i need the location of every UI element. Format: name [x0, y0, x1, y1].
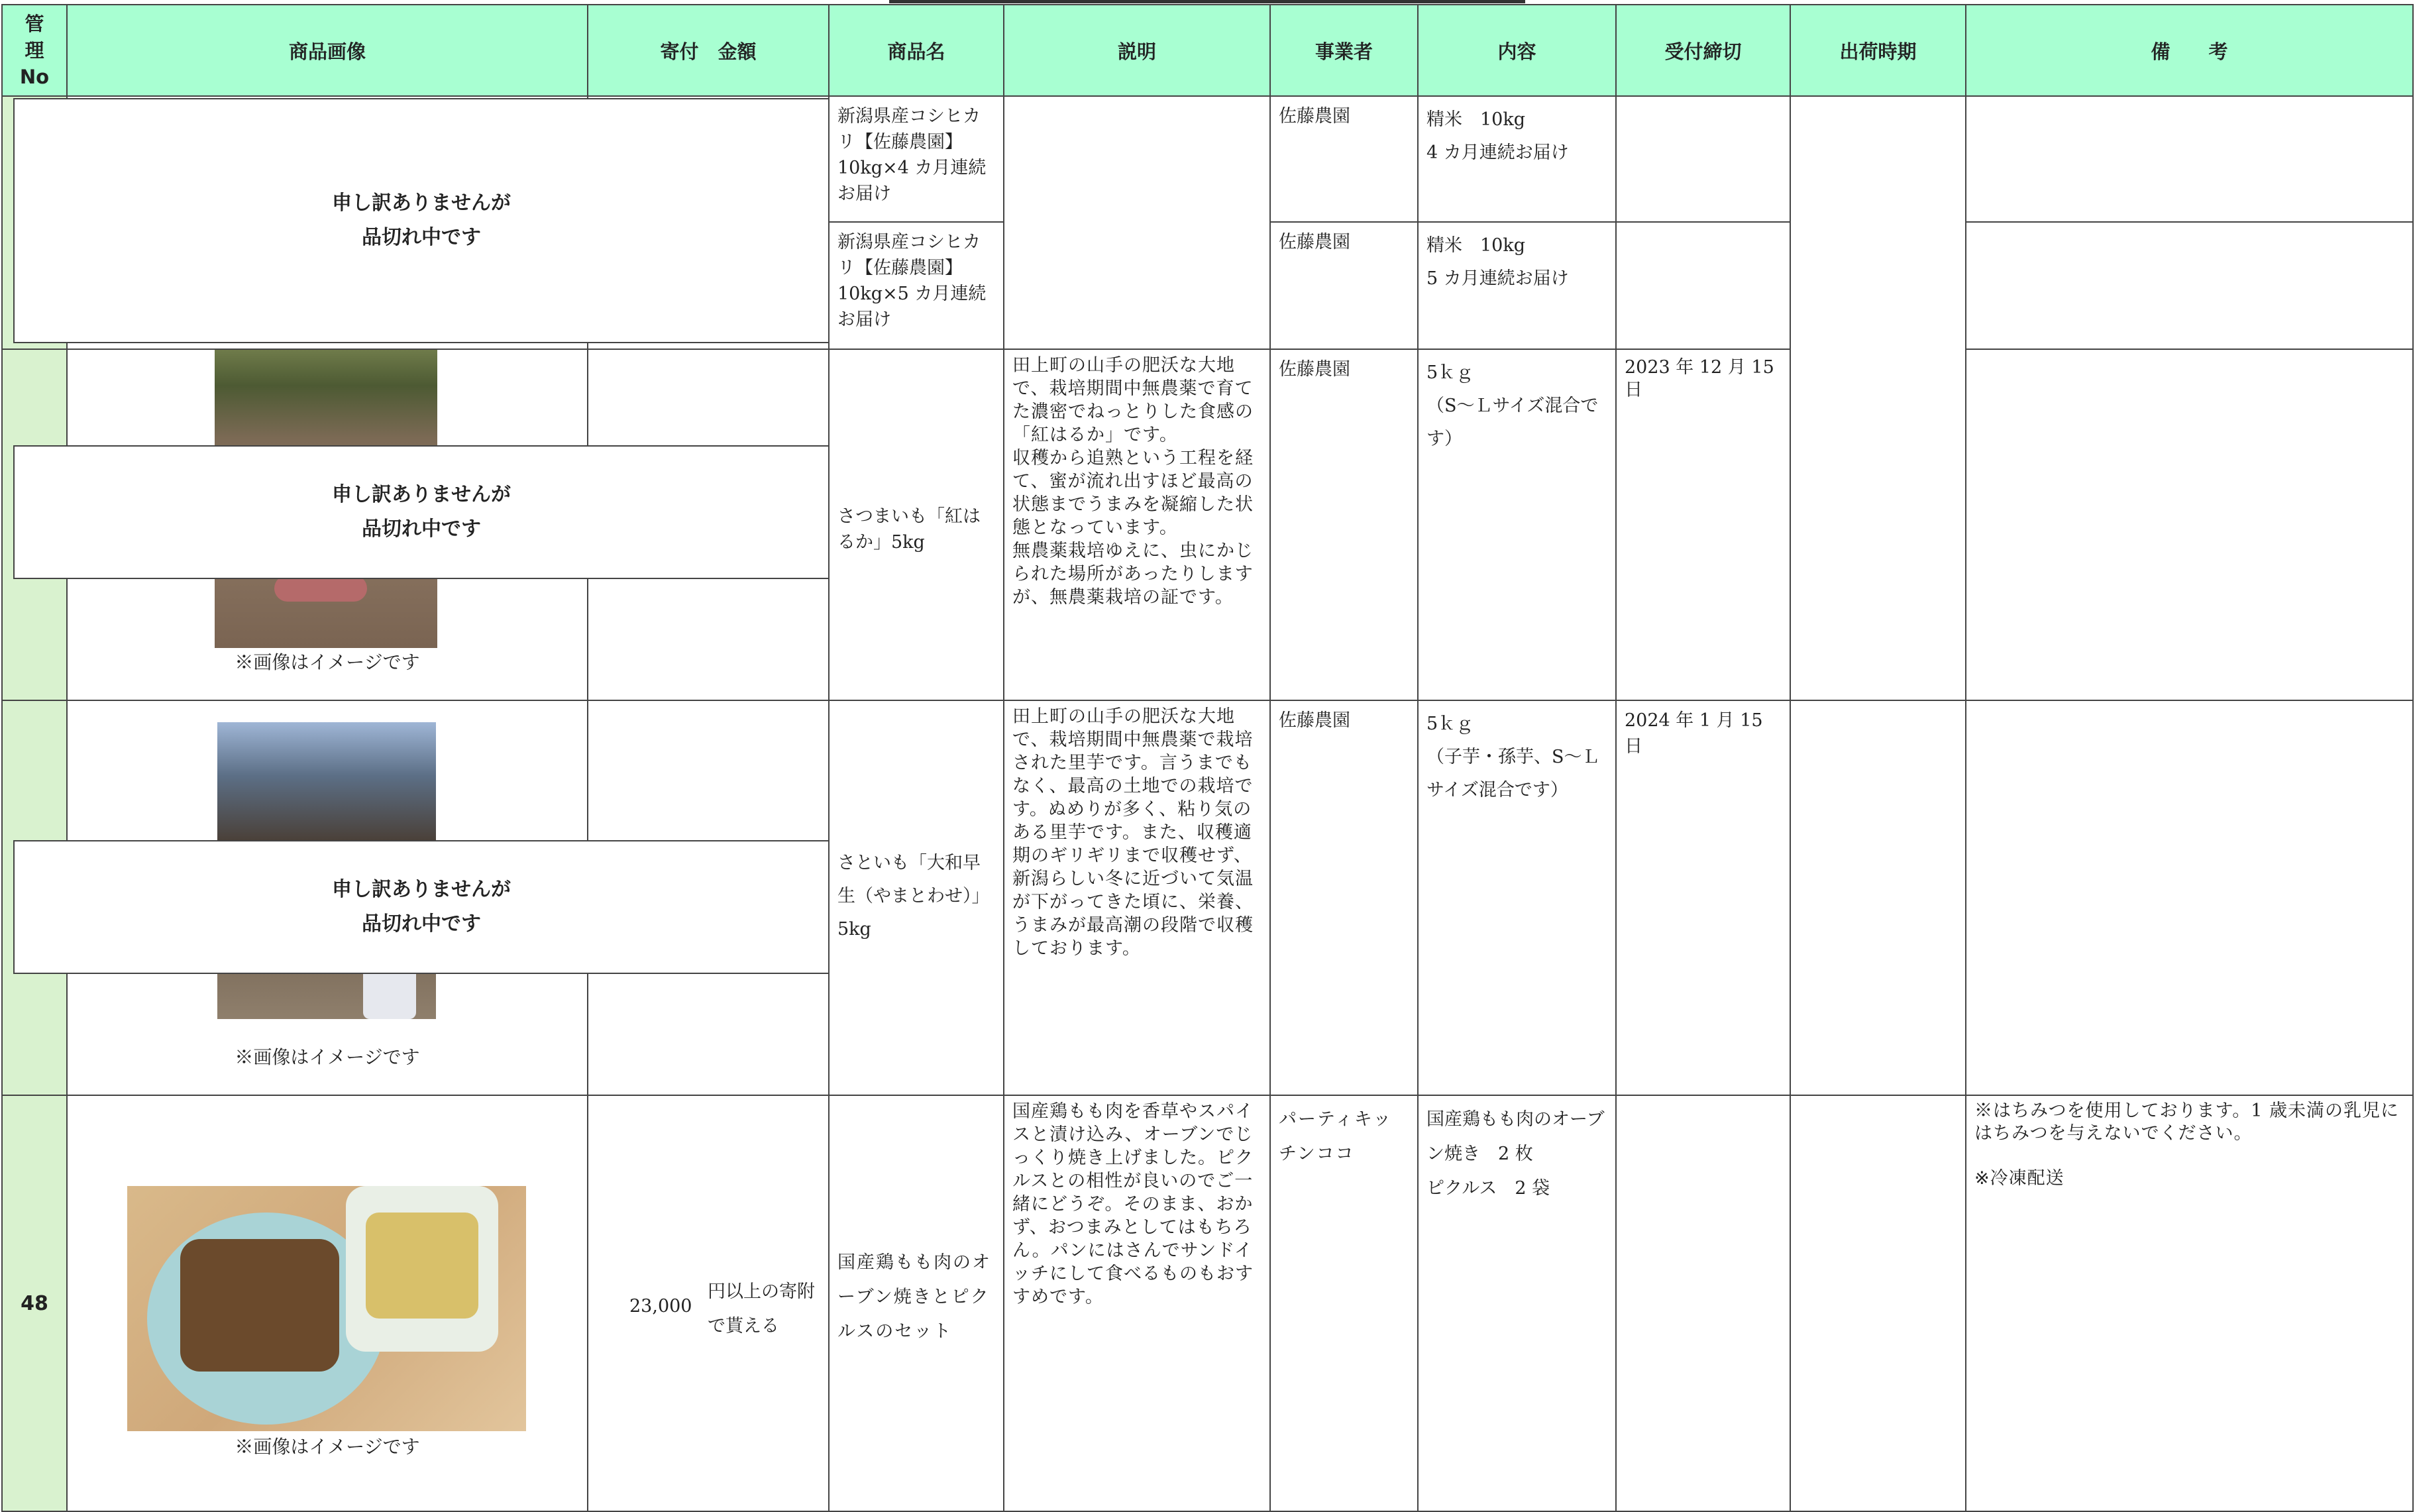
sold-out-banner: 申し訳ありませんが 品切れ中です — [13, 98, 830, 343]
header-amount: 寄付 金額 — [587, 4, 830, 97]
vendor: パーティキッチンココ — [1269, 1095, 1419, 1512]
shipping-cell — [1790, 700, 1966, 1096]
shipping-cell — [1790, 95, 1966, 701]
deadline-cell — [1615, 1095, 1791, 1512]
description: 田上町の山手の肥沃な大地で、栽培期間中無農薬で栽培された里芋です。言うまでもなく、最高の土地での栽培です。ぬめりが多く、粘り気のある里芋です。また、収穫適期のギリギリまで収穫せず、新潟らしい冬に近づいて気温が下がってきた頃に、栄養、うまみが最高潮の段階で収穫しております。 — [1003, 700, 1271, 1096]
product-name: 新潟県産コシヒカリ【佐藤農園】10kg×4 カ月連続お届け — [828, 95, 1004, 223]
sold-out-banner: 申し訳ありませんが 品切れ中です — [13, 445, 830, 579]
vendor: 佐藤農園 — [1269, 95, 1419, 223]
header-deadline: 受付締切 — [1615, 4, 1791, 97]
notes-cell — [1965, 349, 2414, 701]
vendor: 佐藤農園 — [1269, 221, 1419, 350]
management-no: 48 — [1, 1095, 68, 1512]
vendor: 佐藤農園 — [1269, 700, 1419, 1096]
top-rule — [889, 0, 1525, 3]
sold-out-banner: 申し訳ありませんが 品切れ中です — [13, 840, 830, 974]
product-name: さといも「大和早生（やまとわせ）」5kg — [837, 853, 990, 940]
content: 5ｋｇ （子芋・孫芋、S～Ｌサイズ混合です） — [1417, 700, 1617, 1096]
product-name: 新潟県産コシヒカリ【佐藤農園】10kg×5 カ月連続お届け — [828, 221, 1004, 350]
description: 国産鶏もも肉を香草やスパイスと漬け込み、オーブンでじっくり焼き上げました。ピクルスとの相性が良いのでご一緒にどうぞ。そのまま、おかず、おつまみとしてはもちろん。パンにはさんでサンドイッチにして食べるものもおすすめです。 — [1003, 1095, 1271, 1512]
notes: ※はちみつを使用しております。1 歳未満の乳児にはちみつを与えないでください。 ※冷凍配送 — [1965, 1095, 2414, 1512]
content: 国産鶏もも肉のオーブン焼き 2 枚 ピクルス 2 袋 — [1417, 1095, 1617, 1512]
header-content: 内容 — [1417, 4, 1617, 97]
header-image: 商品画像 — [66, 4, 588, 97]
donation-amount: 23,000 — [629, 1296, 692, 1317]
deadline-cell — [1615, 221, 1791, 350]
image-caption: ※画像はイメージです — [235, 1436, 420, 1458]
notes-cell — [1965, 95, 2414, 223]
image-caption: ※画像はイメージです — [235, 651, 420, 673]
image-caption: ※画像はイメージです — [235, 1046, 420, 1068]
header-description: 説明 — [1003, 4, 1271, 97]
deadline-cell — [1615, 95, 1791, 223]
product-name: さつまいも「紅はるか」5kg — [837, 506, 981, 553]
description-cell — [1003, 95, 1271, 350]
description: 田上町の山手の肥沃な大地で、栽培期間中無農薬で育てた濃密でねっとりした食感の「紅はるか」です。 収穫から追熟という工程を経て、蜜が流れ出すほど最高の状態までうまみを凝縮した状態となっています。 無農薬栽培ゆえに、虫にかじられた場所があったりしますが、無農薬栽培の証です。 — [1003, 349, 1271, 701]
product-name: 国産鶏もも肉のオーブン焼きとピクルスのセット — [837, 1252, 991, 1342]
notes-cell — [1965, 221, 2414, 350]
deadline: 2024 年 1 月 15 日 — [1615, 700, 1791, 1096]
header-notes: 備 考 — [1965, 4, 2414, 97]
content: 精米 10kg 4 カ月連続お届け — [1417, 95, 1617, 223]
header-no: 管 理 No — [1, 4, 68, 97]
header-vendor: 事業者 — [1269, 4, 1419, 97]
notes-cell — [1965, 700, 2414, 1096]
content: 精米 10kg 5 カ月連続お届け — [1417, 221, 1617, 350]
chicken-pickles-photo — [127, 1186, 526, 1431]
header-name: 商品名 — [828, 4, 1004, 97]
donation-amount-text: 円以上の寄附で貰える — [708, 1281, 815, 1336]
content: 5ｋｇ （S～Ｌサイズ混合です） — [1417, 349, 1617, 701]
header-shipping: 出荷時期 — [1790, 4, 1966, 97]
shipping-cell — [1790, 1095, 1966, 1512]
deadline: 2023 年 12 月 15 日 — [1615, 349, 1791, 701]
vendor: 佐藤農園 — [1269, 349, 1419, 701]
